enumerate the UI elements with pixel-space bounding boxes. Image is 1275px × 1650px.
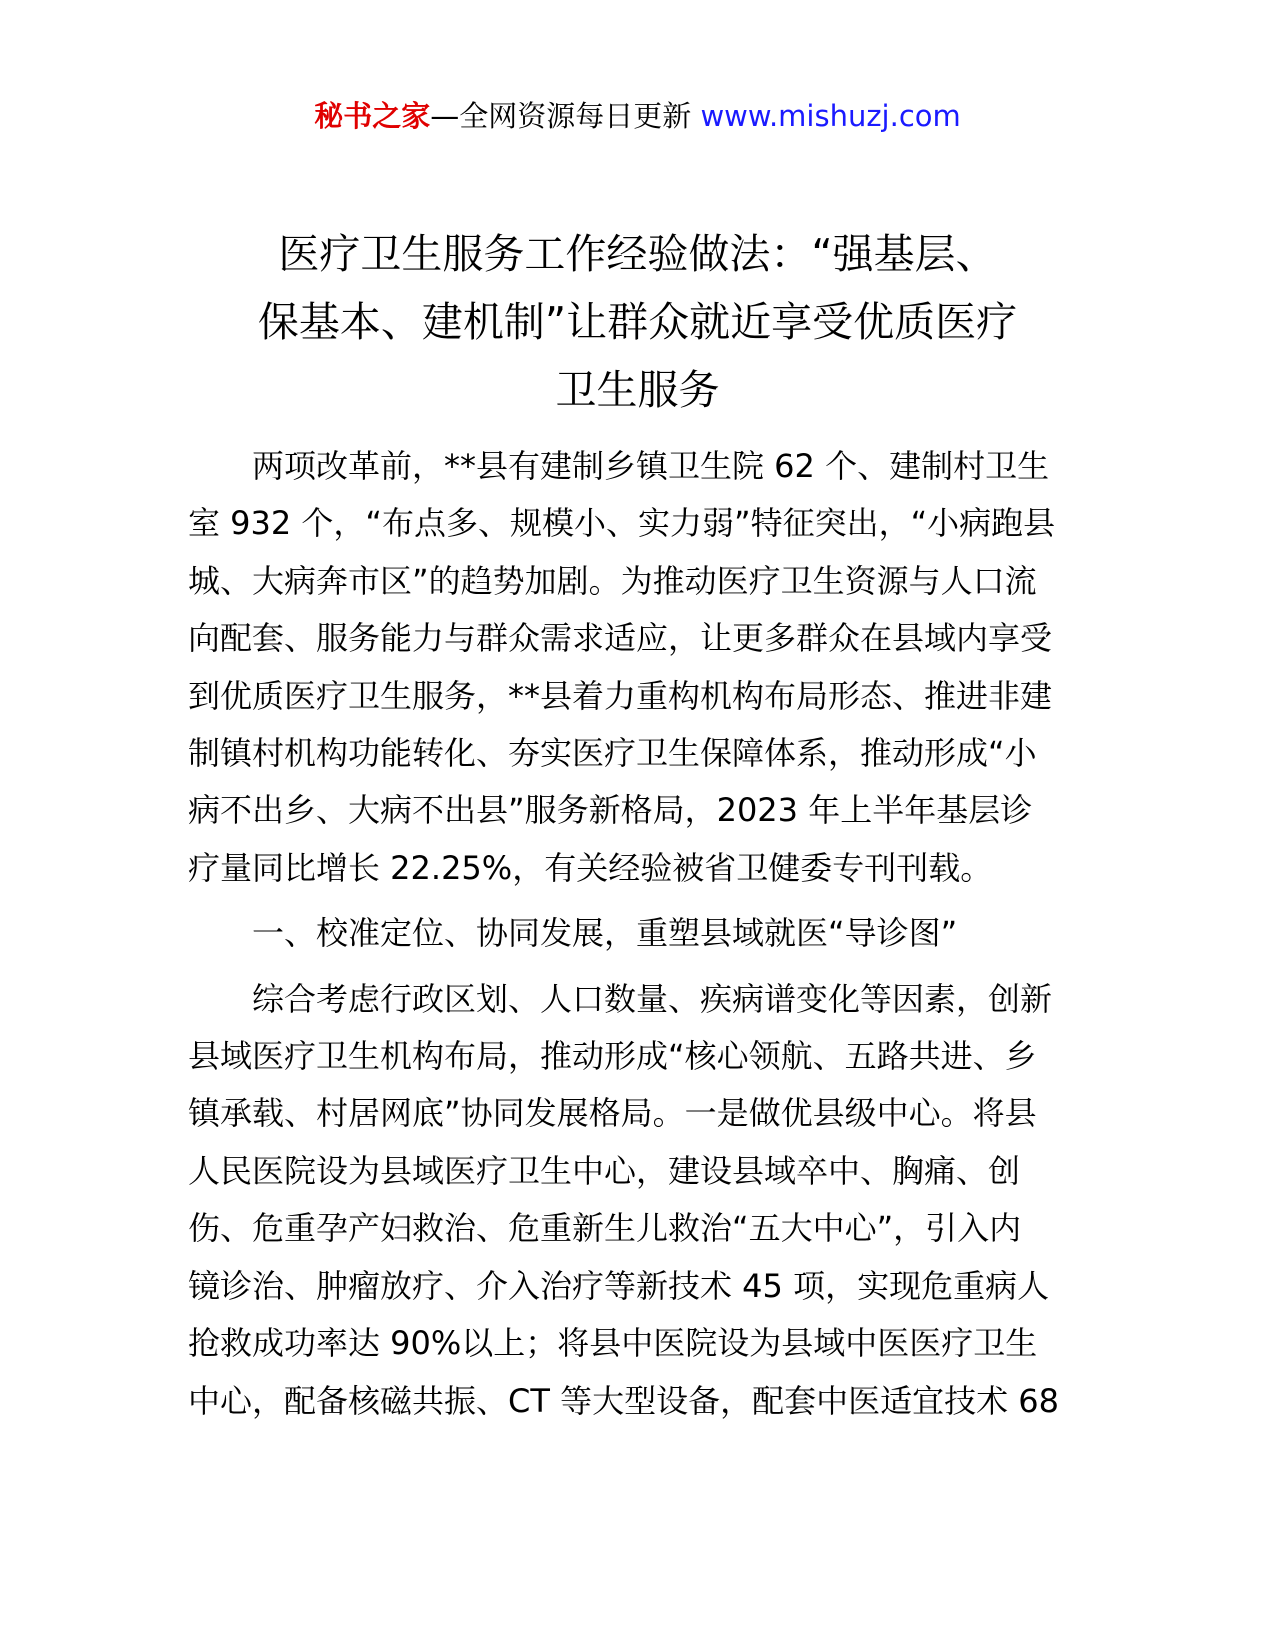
document-body xyxy=(188,438,1088,1438)
section-heading-text: 一、校准定位、协同发展，重塑县域就医“导诊图” xyxy=(252,914,958,953)
paragraph-line: 中心，配备核磁共振、CT 等大型设备，配套中医适宜技术 68 xyxy=(188,1381,1059,1420)
paragraph-line: 病不出乡、大病不出县”服务新格局，2023 年上半年基层诊 xyxy=(188,791,1033,830)
paragraph-line: 到优质医疗卫生服务，**县着力重构机构布局形态、推进非建 xyxy=(188,676,1053,715)
site-tagline: —全网资源每日更新 xyxy=(430,99,701,133)
paragraph-line: 向配套、服务能力与群众需求适应，让更多群众在县域内享受 xyxy=(188,619,1053,658)
paragraph-line: 抢救成功率达 90%以上；将县中医院设为县域中医医疗卫生 xyxy=(188,1324,1038,1363)
paragraph-line: 综合考虑行政区划、人口数量、疾病谱变化等因素，创新 xyxy=(252,979,1053,1018)
paragraph-section-one xyxy=(188,971,1088,1430)
title-line: 保基本、建机制”让群众就近享受优质医疗 xyxy=(257,298,1018,346)
paragraph-line: 镜诊治、肿瘤放疗、介入治疗等新技术 45 项，实现危重病人 xyxy=(188,1266,1050,1305)
paragraph-line: 制镇村机构功能转化、夯实医疗卫生保障体系，推动形成“小 xyxy=(188,734,1037,773)
paragraph-line: 室 932 个，“布点多、规模小、实力弱”特征突出，“小病跑县 xyxy=(188,504,1056,543)
paragraph-line: 城、大病奔市区”的趋势加剧。为推动医疗卫生资源与人口流 xyxy=(188,561,1037,600)
paragraph-line: 疗量同比增长 22.25%，有关经验被省卫健委专刊刊载。 xyxy=(188,848,993,887)
paragraph-line: 县域医疗卫生机构布局，推动形成“核心领航、五路共进、乡 xyxy=(188,1037,1037,1076)
site-header xyxy=(0,96,1275,136)
title-line: 医疗卫生服务工作经验做法：“强基层、 xyxy=(278,230,997,278)
document-title xyxy=(200,220,1075,424)
site-url-link[interactable]: www.mishuzj.com xyxy=(700,99,961,133)
paragraph-line: 人民医院设为县域医疗卫生中心，建设县域卒中、胸痛、创 xyxy=(188,1151,1021,1190)
paragraph-line: 伤、危重孕产妇救治、危重新生儿救治“五大中心”，引入内 xyxy=(188,1209,1022,1248)
paragraph-line: 镇承载、村居网底”协同发展格局。一是做优县级中心。将县 xyxy=(188,1094,1037,1133)
site-brand: 秘书之家 xyxy=(314,99,431,133)
paragraph-intro xyxy=(188,438,1088,897)
title-line: 卫生服务 xyxy=(555,366,720,414)
paragraph-line: 两项改革前，**县有建制乡镇卫生院 62 个、建制村卫生 xyxy=(252,447,1050,485)
section-heading xyxy=(188,905,1088,962)
